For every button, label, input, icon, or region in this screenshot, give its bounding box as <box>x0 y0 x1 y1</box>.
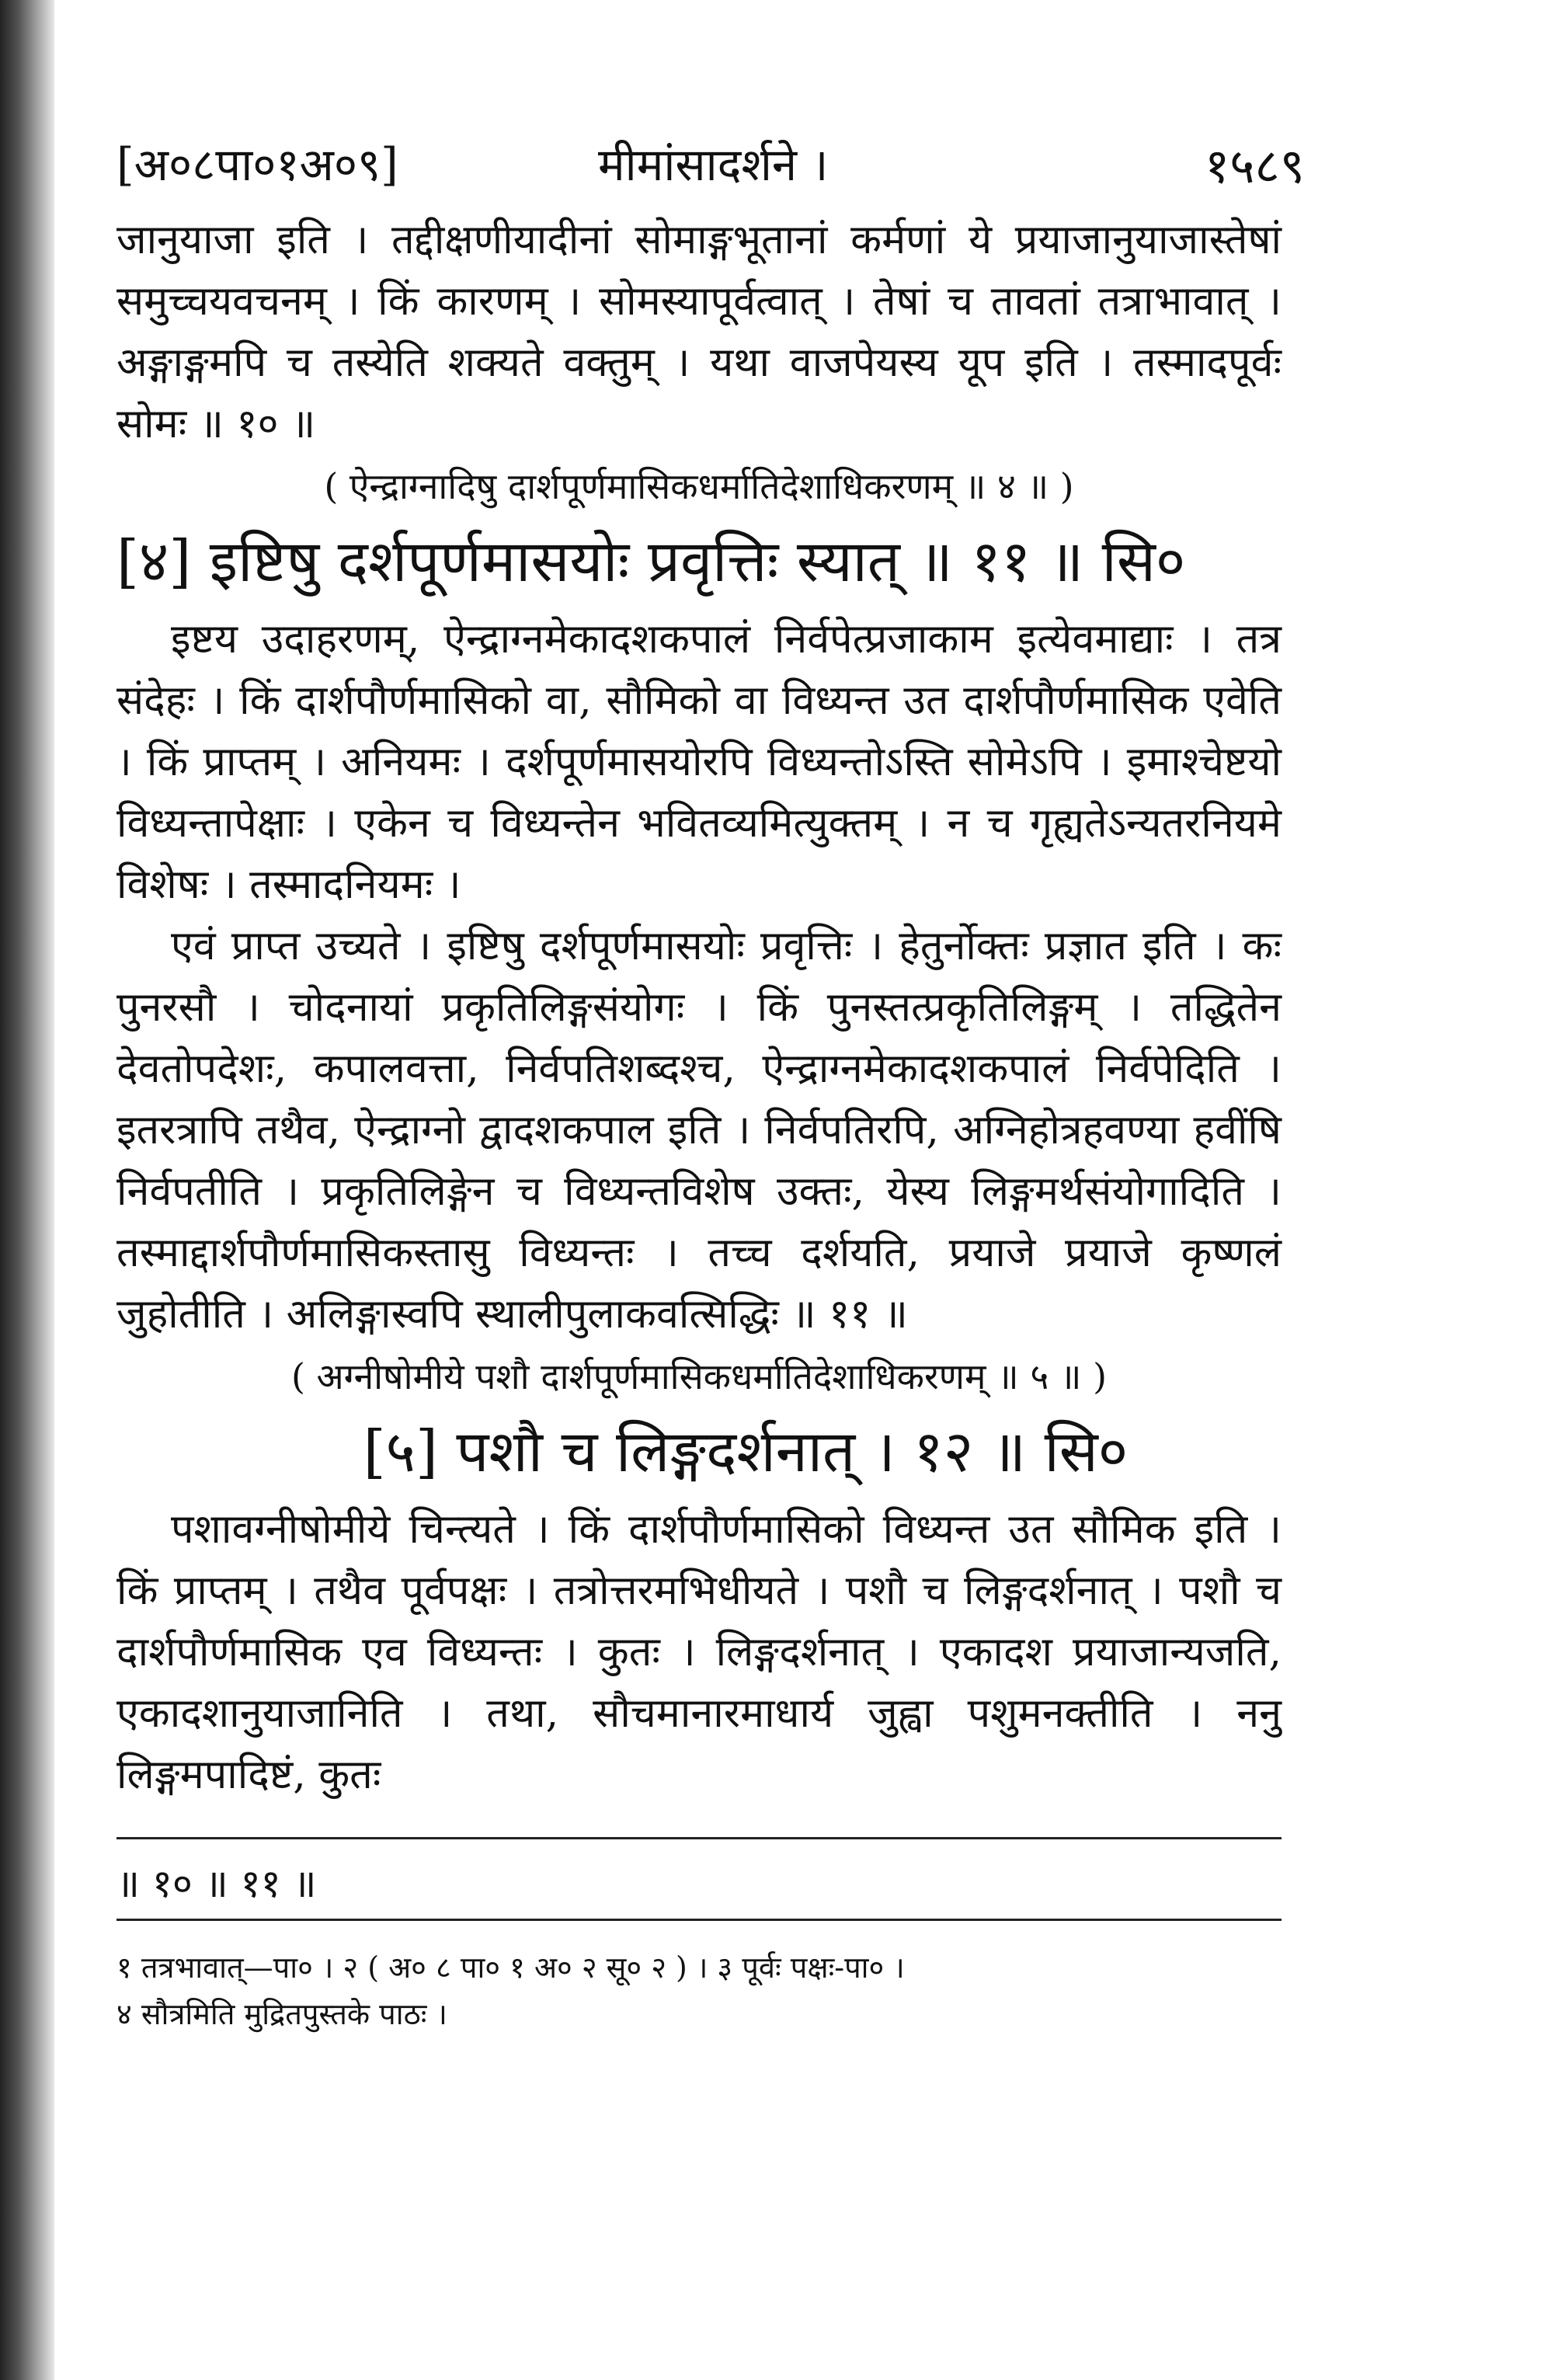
adhikarana-heading-4: ( ऐन्द्राग्नादिषु दार्शपूर्णमासिकधर्मातिदेशाधिकरणम् ॥ ४ ॥ ) <box>324 465 1074 507</box>
binding-edge <box>0 0 54 2380</box>
footnote-line-1: १ तत्रभावात्—पा० । २ ( अ० ८ पा० १ अ० २ सू० २ ) । ३ पूर्वः पक्षः-पा० । <box>117 1950 905 1985</box>
header-title: मीमांसादर्शने । <box>598 138 829 191</box>
paragraph-1: जानुयाजा इति । तद्दीक्षणीयादीनां सोमाङ्गभूतानां कर्मणां ये प्रयाजानुयाजास्तेषां समुच्चयवचनम् । किं कारणम् । सोमस्यापूर्वत्वात् । तेषां च तावतां तत्राभावात् । अङ्गाङ्गमपि च तस्येति शक्यते वक्तुम् । यथा वाजपेयस्य यूप इति । तस्मादपूर्वः सोमः ॥ १० ॥ <box>117 217 1282 447</box>
sutra-11: [४] इष्टिषु दर्शपूर्णमासयोः प्रवृत्तिः स्यात् ॥ ११ ॥ सि० <box>117 528 1186 595</box>
paragraph-4: पशावग्नीषोमीये चिन्त्यते । किं दार्शपौर्णमासिको विध्यन्त उत सौमिक इति । किं प्राप्तम् । तथैव पूर्वपक्षः । तत्रोत्तरमभिधीयते । पशौ च लिङ्गदर्शनात् । पशौ च दार्शपौर्णमासिक एव विध्यन्तः । कुतः । लिङ्गदर्शनात् । एकादश प्रयाजान्यजति, एकादशानुयाजानिति । तथा, सौचमानारमाधार्य जुह्वा पशुमनक्तीति । ननु लिङ्गमपादिष्टं, कुतः <box>117 1506 1282 1798</box>
footnotes <box>117 1944 1282 2037</box>
page-number: १५८९ <box>1205 137 1305 194</box>
verse-number-strip: ॥ १० ॥ ११ ॥ <box>117 1837 1282 1921</box>
sutra-12: [५] पशौ च लिङ्गदर्शनात् । १२ ॥ सि० <box>363 1418 1129 1485</box>
running-header <box>117 117 1305 210</box>
paragraph-3: एवं प्राप्त उच्यते । इष्टिषु दर्शपूर्णमासयोः प्रवृत्तिः । हेतुर्नोक्तः प्रज्ञात इति । कः पुनरसौ । चोदनायां प्रकृतिलिङ्गसंयोगः । किं पुनस्तत्प्रकृतिलिङ्गम् । तद्धितेन देवतोपदेशः, कपालवत्ता, निर्वपतिशब्दश्च, ऐन्द्राग्नमेकादशकपालं निर्वपेदिति । इतरत्रापि तथैव, ऐन्द्राग्नो द्वादशकपाल इति । निर्वपतिरपि, अग्निहोत्रहवण्या हवींषि निर्वपतीति । प्रकृतिलिङ्गेन च विध्यन्तविशेष उक्तः, येस्य लिङ्गमर्थसंयोगादिति । तस्माद्दार्शपौर्णमासिकस्तासु विध्यन्तः । तच्च दर्शयति, प्रयाजे प्रयाजे कृष्णलं जुहोतीति । अलिङ्गास्वपि स्थालीपुलाकवत्सिद्धिः ॥ ११ ॥ <box>117 923 1282 1338</box>
footnote-line-2: ४ सौत्रमिति मुद्रितपुस्तके पाठः । <box>117 1997 447 2031</box>
paragraph-2: इष्टय उदाहरणम्, ऐन्द्राग्नमेकादशकपालं निर्वपेत्प्रजाकाम इत्येवमाद्याः । तत्र संदेहः । किं दार्शपौर्णमासिको वा, सौमिको वा विध्यन्त उत दार्शपौर्णमासिक एवेति । किं प्राप्तम् । अनियमः । दर्शपूर्णमासयोरपि विध्यन्तोऽस्ति सोमेऽपि । इमाश्चेष्टयो विध्यन्तापेक्षाः । एकेन च विध्यन्तेन भवितव्यमित्युक्तम् । न च गृह्यतेऽन्यतरनियमे विशेषः । तस्मादनियमः । <box>117 616 1282 908</box>
adhikarana-heading-5: ( अग्नीषोमीये पशौ दार्शपूर्णमासिकधर्मातिदेशाधिकरणम् ॥ ५ ॥ ) <box>290 1355 1108 1397</box>
page-body <box>117 117 1305 2037</box>
header-reference: [अ०८पा०१अ०९] <box>117 138 398 191</box>
